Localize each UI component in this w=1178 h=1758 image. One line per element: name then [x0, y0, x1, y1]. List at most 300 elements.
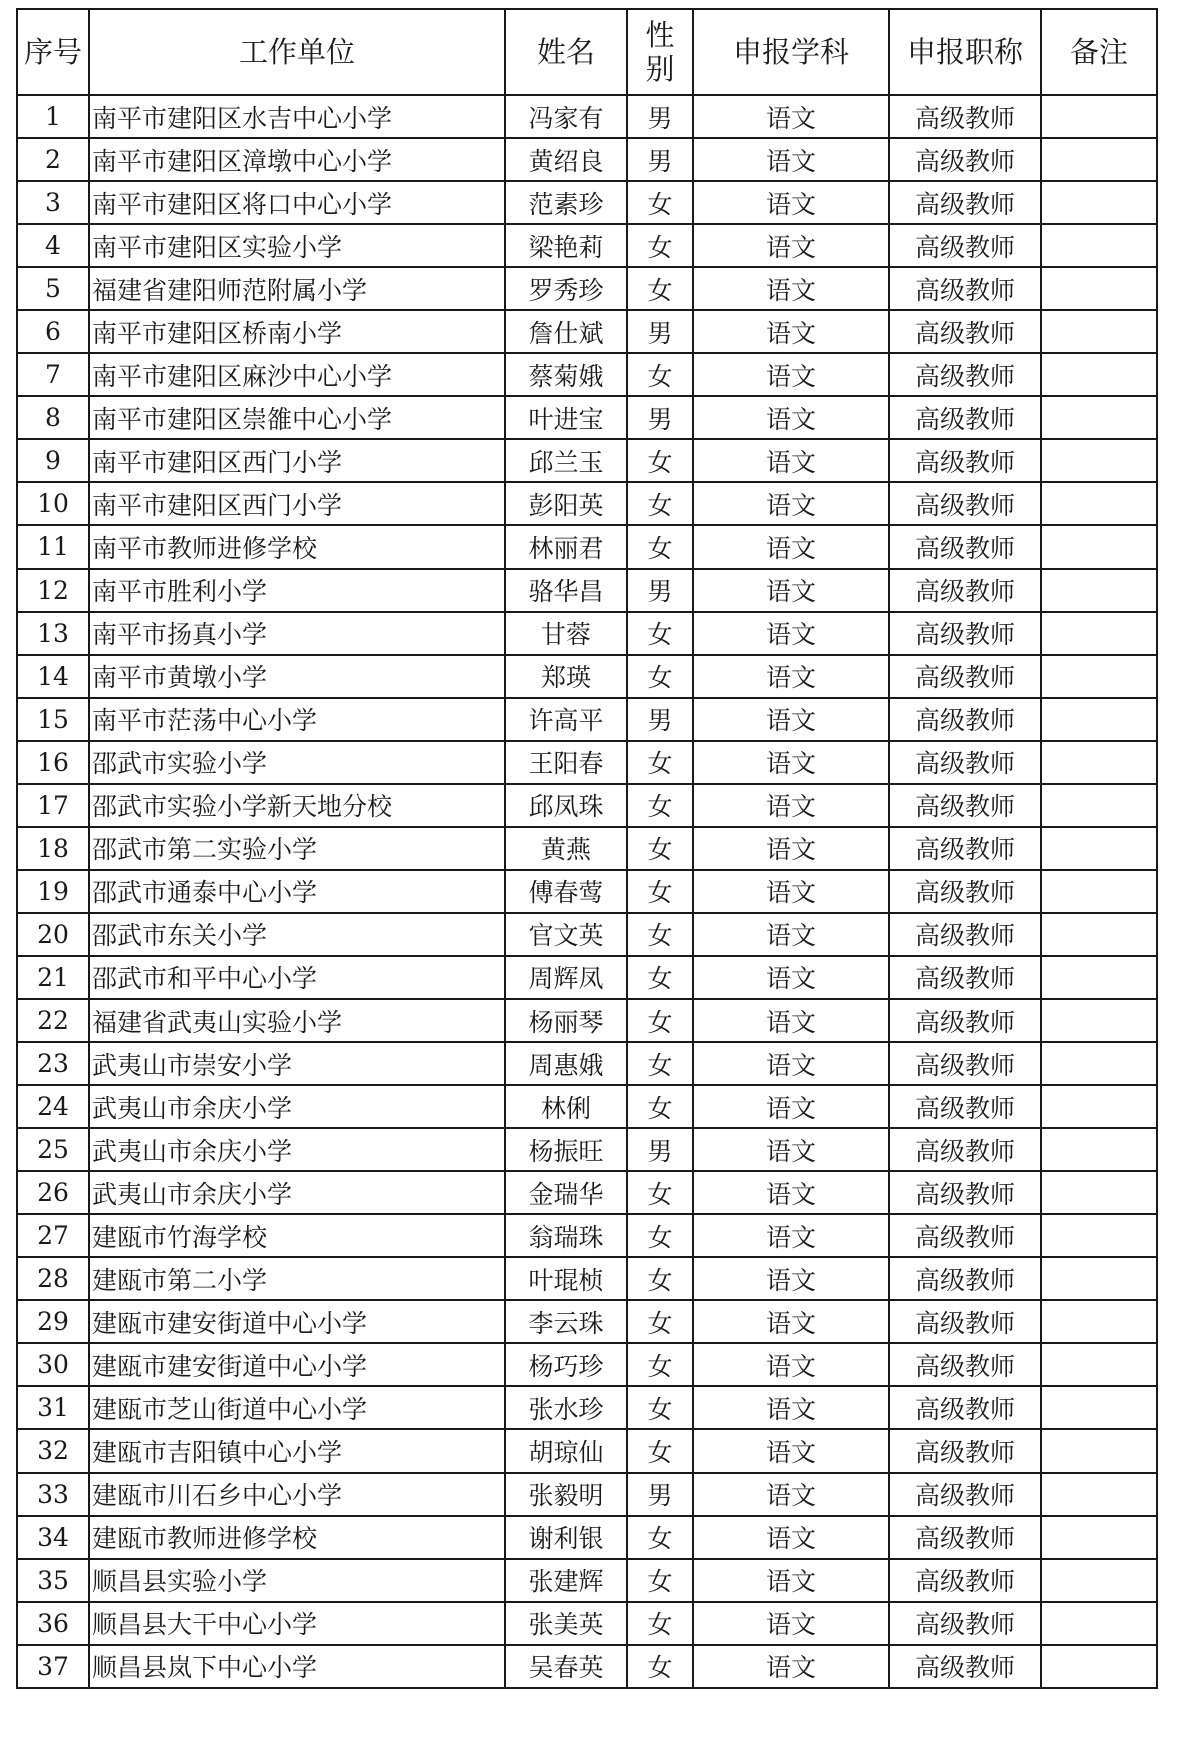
cell-unit: 建瓯市吉阳镇中心小学 [89, 1429, 505, 1472]
cell-gender: 男 [627, 138, 693, 181]
cell-unit: 邵武市实验小学 [89, 741, 505, 784]
cell-title: 高级教师 [889, 1559, 1041, 1602]
cell-subject: 语文 [693, 784, 889, 827]
table-row [17, 784, 1157, 827]
cell-no: 32 [17, 1429, 89, 1472]
cell-no: 11 [17, 525, 89, 568]
cell-note [1041, 1300, 1157, 1343]
table-row [17, 1300, 1157, 1343]
cell-gender: 女 [627, 224, 693, 267]
cell-title: 高级教师 [889, 267, 1041, 310]
header-unit: 工作单位 [89, 9, 505, 95]
cell-no: 28 [17, 1257, 89, 1300]
cell-subject: 语文 [693, 1085, 889, 1128]
cell-subject: 语文 [693, 1343, 889, 1386]
cell-name: 罗秀珍 [505, 267, 627, 310]
table-row [17, 1085, 1157, 1128]
cell-gender: 女 [627, 999, 693, 1042]
table-row [17, 1516, 1157, 1559]
cell-title: 高级教师 [889, 1645, 1041, 1688]
cell-gender: 女 [627, 956, 693, 999]
cell-note [1041, 1128, 1157, 1171]
cell-no: 10 [17, 482, 89, 525]
cell-name: 彭阳英 [505, 482, 627, 525]
cell-gender: 女 [627, 482, 693, 525]
cell-title: 高级教师 [889, 1085, 1041, 1128]
cell-subject: 语文 [693, 913, 889, 956]
table-row [17, 827, 1157, 870]
cell-name: 梁艳莉 [505, 224, 627, 267]
table-row [17, 181, 1157, 224]
table-row [17, 913, 1157, 956]
cell-unit: 顺昌县大干中心小学 [89, 1602, 505, 1645]
table-row [17, 1473, 1157, 1516]
cell-unit: 南平市建阳区漳墩中心小学 [89, 138, 505, 181]
cell-title: 高级教师 [889, 1171, 1041, 1214]
table-row [17, 655, 1157, 698]
cell-no: 5 [17, 267, 89, 310]
cell-no: 33 [17, 1473, 89, 1516]
table-row [17, 525, 1157, 568]
cell-subject: 语文 [693, 1429, 889, 1472]
cell-no: 12 [17, 569, 89, 612]
cell-name: 林俐 [505, 1085, 627, 1128]
cell-unit: 建瓯市建安街道中心小学 [89, 1300, 505, 1343]
cell-no: 1 [17, 95, 89, 138]
cell-subject: 语文 [693, 439, 889, 482]
cell-title: 高级教师 [889, 396, 1041, 439]
cell-title: 高级教师 [889, 1602, 1041, 1645]
table-row [17, 396, 1157, 439]
cell-name: 许高平 [505, 698, 627, 741]
cell-no: 6 [17, 310, 89, 353]
cell-gender: 女 [627, 353, 693, 396]
cell-title: 高级教师 [889, 956, 1041, 999]
cell-name: 傅春莺 [505, 870, 627, 913]
cell-title: 高级教师 [889, 439, 1041, 482]
cell-subject: 语文 [693, 655, 889, 698]
cell-note [1041, 1214, 1157, 1257]
table-row [17, 95, 1157, 138]
cell-name: 范素珍 [505, 181, 627, 224]
cell-gender: 女 [627, 913, 693, 956]
cell-gender: 女 [627, 1085, 693, 1128]
cell-gender: 女 [627, 181, 693, 224]
cell-note [1041, 612, 1157, 655]
cell-unit: 邵武市第二实验小学 [89, 827, 505, 870]
table-row [17, 1559, 1157, 1602]
cell-no: 19 [17, 870, 89, 913]
cell-no: 34 [17, 1516, 89, 1559]
table-row [17, 1042, 1157, 1085]
table-row [17, 439, 1157, 482]
table-row [17, 612, 1157, 655]
cell-no: 9 [17, 439, 89, 482]
cell-note [1041, 569, 1157, 612]
cell-no: 14 [17, 655, 89, 698]
cell-title: 高级教师 [889, 224, 1041, 267]
cell-no: 3 [17, 181, 89, 224]
cell-note [1041, 95, 1157, 138]
cell-title: 高级教师 [889, 913, 1041, 956]
cell-gender: 女 [627, 525, 693, 568]
cell-unit: 武夷山市崇安小学 [89, 1042, 505, 1085]
cell-name: 吴春英 [505, 1645, 627, 1688]
cell-name: 王阳春 [505, 741, 627, 784]
cell-subject: 语文 [693, 1042, 889, 1085]
cell-name: 张美英 [505, 1602, 627, 1645]
cell-subject: 语文 [693, 181, 889, 224]
header-row [17, 9, 1157, 95]
cell-unit: 建瓯市教师进修学校 [89, 1516, 505, 1559]
cell-name: 胡琼仙 [505, 1429, 627, 1472]
cell-no: 27 [17, 1214, 89, 1257]
cell-no: 23 [17, 1042, 89, 1085]
cell-title: 高级教师 [889, 1128, 1041, 1171]
cell-no: 2 [17, 138, 89, 181]
cell-note [1041, 655, 1157, 698]
cell-title: 高级教师 [889, 698, 1041, 741]
header-title: 申报职称 [889, 9, 1041, 95]
cell-title: 高级教师 [889, 1042, 1041, 1085]
cell-note [1041, 1429, 1157, 1472]
cell-name: 杨振旺 [505, 1128, 627, 1171]
table-row [17, 698, 1157, 741]
cell-subject: 语文 [693, 870, 889, 913]
cell-gender: 女 [627, 1171, 693, 1214]
cell-unit: 南平市建阳区西门小学 [89, 439, 505, 482]
header-subject: 申报学科 [693, 9, 889, 95]
cell-gender: 女 [627, 1559, 693, 1602]
cell-no: 29 [17, 1300, 89, 1343]
cell-note [1041, 956, 1157, 999]
cell-name: 翁瑞珠 [505, 1214, 627, 1257]
cell-unit: 南平市建阳区西门小学 [89, 482, 505, 525]
table-row [17, 1128, 1157, 1171]
cell-no: 7 [17, 353, 89, 396]
cell-unit: 武夷山市余庆小学 [89, 1085, 505, 1128]
cell-name: 金瑞华 [505, 1171, 627, 1214]
cell-name: 蔡菊娥 [505, 353, 627, 396]
cell-name: 官文英 [505, 913, 627, 956]
cell-subject: 语文 [693, 1386, 889, 1429]
table-row [17, 353, 1157, 396]
cell-title: 高级教师 [889, 827, 1041, 870]
cell-unit: 南平市建阳区麻沙中心小学 [89, 353, 505, 396]
cell-note [1041, 138, 1157, 181]
cell-gender: 女 [627, 784, 693, 827]
cell-gender: 女 [627, 741, 693, 784]
cell-unit: 南平市黄墩小学 [89, 655, 505, 698]
cell-unit: 南平市建阳区桥南小学 [89, 310, 505, 353]
cell-no: 17 [17, 784, 89, 827]
table-row [17, 741, 1157, 784]
cell-note [1041, 1645, 1157, 1688]
cell-no: 25 [17, 1128, 89, 1171]
cell-title: 高级教师 [889, 741, 1041, 784]
cell-no: 16 [17, 741, 89, 784]
cell-name: 叶进宝 [505, 396, 627, 439]
cell-title: 高级教师 [889, 612, 1041, 655]
table-row [17, 138, 1157, 181]
cell-note [1041, 741, 1157, 784]
cell-gender: 女 [627, 1645, 693, 1688]
cell-unit: 建瓯市芝山街道中心小学 [89, 1386, 505, 1429]
cell-title: 高级教师 [889, 1516, 1041, 1559]
cell-subject: 语文 [693, 1300, 889, 1343]
cell-gender: 女 [627, 1602, 693, 1645]
cell-title: 高级教师 [889, 999, 1041, 1042]
cell-gender: 女 [627, 827, 693, 870]
cell-note [1041, 525, 1157, 568]
cell-title: 高级教师 [889, 95, 1041, 138]
cell-title: 高级教师 [889, 784, 1041, 827]
cell-name: 周辉凤 [505, 956, 627, 999]
cell-subject: 语文 [693, 1214, 889, 1257]
cell-unit: 南平市茫荡中心小学 [89, 698, 505, 741]
cell-gender: 男 [627, 698, 693, 741]
cell-gender: 女 [627, 267, 693, 310]
cell-no: 4 [17, 224, 89, 267]
cell-subject: 语文 [693, 224, 889, 267]
cell-note [1041, 827, 1157, 870]
cell-name: 李云珠 [505, 1300, 627, 1343]
cell-title: 高级教师 [889, 1343, 1041, 1386]
cell-no: 26 [17, 1171, 89, 1214]
cell-unit: 南平市建阳区实验小学 [89, 224, 505, 267]
cell-title: 高级教师 [889, 655, 1041, 698]
cell-title: 高级教师 [889, 569, 1041, 612]
cell-note [1041, 310, 1157, 353]
cell-note [1041, 353, 1157, 396]
cell-gender: 女 [627, 439, 693, 482]
table-row [17, 1386, 1157, 1429]
table-row [17, 999, 1157, 1042]
cell-unit: 建瓯市竹海学校 [89, 1214, 505, 1257]
cell-name: 郑瑛 [505, 655, 627, 698]
cell-no: 30 [17, 1343, 89, 1386]
cell-title: 高级教师 [889, 870, 1041, 913]
cell-name: 林丽君 [505, 525, 627, 568]
cell-note [1041, 439, 1157, 482]
cell-name: 骆华昌 [505, 569, 627, 612]
cell-no: 31 [17, 1386, 89, 1429]
cell-unit: 邵武市和平中心小学 [89, 956, 505, 999]
cell-gender: 女 [627, 612, 693, 655]
cell-name: 谢利银 [505, 1516, 627, 1559]
cell-subject: 语文 [693, 999, 889, 1042]
cell-gender: 女 [627, 1516, 693, 1559]
cell-title: 高级教师 [889, 1214, 1041, 1257]
cell-unit: 南平市建阳区将口中心小学 [89, 181, 505, 224]
header-gender [627, 9, 693, 95]
cell-note [1041, 1085, 1157, 1128]
table-row [17, 1429, 1157, 1472]
cell-unit: 南平市建阳区崇雒中心小学 [89, 396, 505, 439]
cell-name: 甘蓉 [505, 612, 627, 655]
cell-no: 37 [17, 1645, 89, 1688]
cell-no: 36 [17, 1602, 89, 1645]
cell-note [1041, 784, 1157, 827]
cell-title: 高级教师 [889, 310, 1041, 353]
cell-subject: 语文 [693, 1516, 889, 1559]
cell-gender: 男 [627, 1128, 693, 1171]
cell-note [1041, 1559, 1157, 1602]
cell-unit: 南平市扬真小学 [89, 612, 505, 655]
cell-unit: 建瓯市川石乡中心小学 [89, 1473, 505, 1516]
header-name: 姓名 [505, 9, 627, 95]
cell-gender: 男 [627, 1473, 693, 1516]
cell-title: 高级教师 [889, 1386, 1041, 1429]
cell-name: 邱兰玉 [505, 439, 627, 482]
cell-name: 杨丽琴 [505, 999, 627, 1042]
cell-gender: 男 [627, 310, 693, 353]
cell-subject: 语文 [693, 956, 889, 999]
table-row [17, 1343, 1157, 1386]
cell-subject: 语文 [693, 482, 889, 525]
header-gender-line1: 性 [645, 18, 675, 52]
cell-subject: 语文 [693, 1602, 889, 1645]
cell-gender: 女 [627, 1257, 693, 1300]
cell-subject: 语文 [693, 267, 889, 310]
cell-subject: 语文 [693, 827, 889, 870]
cell-unit: 武夷山市余庆小学 [89, 1128, 505, 1171]
cell-unit: 邵武市东关小学 [89, 913, 505, 956]
table-row [17, 224, 1157, 267]
applicant-table [16, 8, 1158, 1689]
cell-title: 高级教师 [889, 482, 1041, 525]
cell-title: 高级教师 [889, 1300, 1041, 1343]
cell-title: 高级教师 [889, 1429, 1041, 1472]
table-header [17, 9, 1157, 95]
cell-name: 张毅明 [505, 1473, 627, 1516]
cell-gender: 男 [627, 569, 693, 612]
cell-no: 13 [17, 612, 89, 655]
cell-unit: 顺昌县实验小学 [89, 1559, 505, 1602]
cell-note [1041, 1257, 1157, 1300]
cell-note [1041, 1602, 1157, 1645]
cell-note [1041, 482, 1157, 525]
table-row [17, 870, 1157, 913]
table-row [17, 569, 1157, 612]
cell-title: 高级教师 [889, 525, 1041, 568]
cell-name: 张建辉 [505, 1559, 627, 1602]
cell-unit: 建瓯市建安街道中心小学 [89, 1343, 505, 1386]
cell-no: 21 [17, 956, 89, 999]
cell-note [1041, 870, 1157, 913]
cell-title: 高级教师 [889, 181, 1041, 224]
cell-gender: 男 [627, 95, 693, 138]
table-row [17, 482, 1157, 525]
cell-no: 20 [17, 913, 89, 956]
cell-note [1041, 1386, 1157, 1429]
cell-note [1041, 1473, 1157, 1516]
cell-note [1041, 1171, 1157, 1214]
cell-gender: 女 [627, 1343, 693, 1386]
cell-subject: 语文 [693, 612, 889, 655]
cell-subject: 语文 [693, 569, 889, 612]
cell-note [1041, 913, 1157, 956]
cell-title: 高级教师 [889, 1473, 1041, 1516]
cell-note [1041, 1042, 1157, 1085]
table-row [17, 1645, 1157, 1688]
cell-no: 24 [17, 1085, 89, 1128]
header-gender-line2: 别 [645, 52, 675, 86]
cell-gender: 女 [627, 655, 693, 698]
cell-subject: 语文 [693, 741, 889, 784]
table-row [17, 310, 1157, 353]
cell-note [1041, 181, 1157, 224]
cell-unit: 邵武市通泰中心小学 [89, 870, 505, 913]
cell-name: 詹仕斌 [505, 310, 627, 353]
cell-name: 杨巧珍 [505, 1343, 627, 1386]
cell-note [1041, 1516, 1157, 1559]
cell-name: 周惠娥 [505, 1042, 627, 1085]
cell-note [1041, 698, 1157, 741]
cell-no: 15 [17, 698, 89, 741]
cell-unit: 武夷山市余庆小学 [89, 1171, 505, 1214]
table-row [17, 956, 1157, 999]
cell-name: 叶琨桢 [505, 1257, 627, 1300]
cell-note [1041, 267, 1157, 310]
cell-subject: 语文 [693, 698, 889, 741]
cell-subject: 语文 [693, 310, 889, 353]
cell-gender: 女 [627, 1042, 693, 1085]
cell-gender: 女 [627, 1300, 693, 1343]
cell-title: 高级教师 [889, 138, 1041, 181]
cell-unit: 南平市胜利小学 [89, 569, 505, 612]
header-note: 备注 [1041, 9, 1157, 95]
cell-note [1041, 224, 1157, 267]
cell-title: 高级教师 [889, 353, 1041, 396]
cell-no: 22 [17, 999, 89, 1042]
cell-unit: 南平市教师进修学校 [89, 525, 505, 568]
cell-subject: 语文 [693, 95, 889, 138]
table-row [17, 1214, 1157, 1257]
applicant-table-wrapper [16, 8, 1158, 1689]
cell-note [1041, 396, 1157, 439]
header-no: 序号 [17, 9, 89, 95]
cell-no: 18 [17, 827, 89, 870]
cell-subject: 语文 [693, 1257, 889, 1300]
cell-no: 35 [17, 1559, 89, 1602]
cell-subject: 语文 [693, 396, 889, 439]
cell-note [1041, 1343, 1157, 1386]
table-row [17, 267, 1157, 310]
cell-title: 高级教师 [889, 1257, 1041, 1300]
cell-gender: 女 [627, 1214, 693, 1257]
cell-unit: 邵武市实验小学新天地分校 [89, 784, 505, 827]
cell-gender: 女 [627, 1429, 693, 1472]
cell-unit: 福建省建阳师范附属小学 [89, 267, 505, 310]
cell-subject: 语文 [693, 1473, 889, 1516]
cell-gender: 女 [627, 1386, 693, 1429]
cell-subject: 语文 [693, 138, 889, 181]
cell-subject: 语文 [693, 353, 889, 396]
cell-subject: 语文 [693, 525, 889, 568]
table-row [17, 1171, 1157, 1214]
cell-no: 8 [17, 396, 89, 439]
cell-gender: 男 [627, 396, 693, 439]
cell-unit: 建瓯市第二小学 [89, 1257, 505, 1300]
cell-name: 黄绍良 [505, 138, 627, 181]
cell-name: 冯家有 [505, 95, 627, 138]
cell-gender: 女 [627, 870, 693, 913]
cell-subject: 语文 [693, 1171, 889, 1214]
cell-subject: 语文 [693, 1559, 889, 1602]
cell-subject: 语文 [693, 1128, 889, 1171]
cell-unit: 顺昌县岚下中心小学 [89, 1645, 505, 1688]
